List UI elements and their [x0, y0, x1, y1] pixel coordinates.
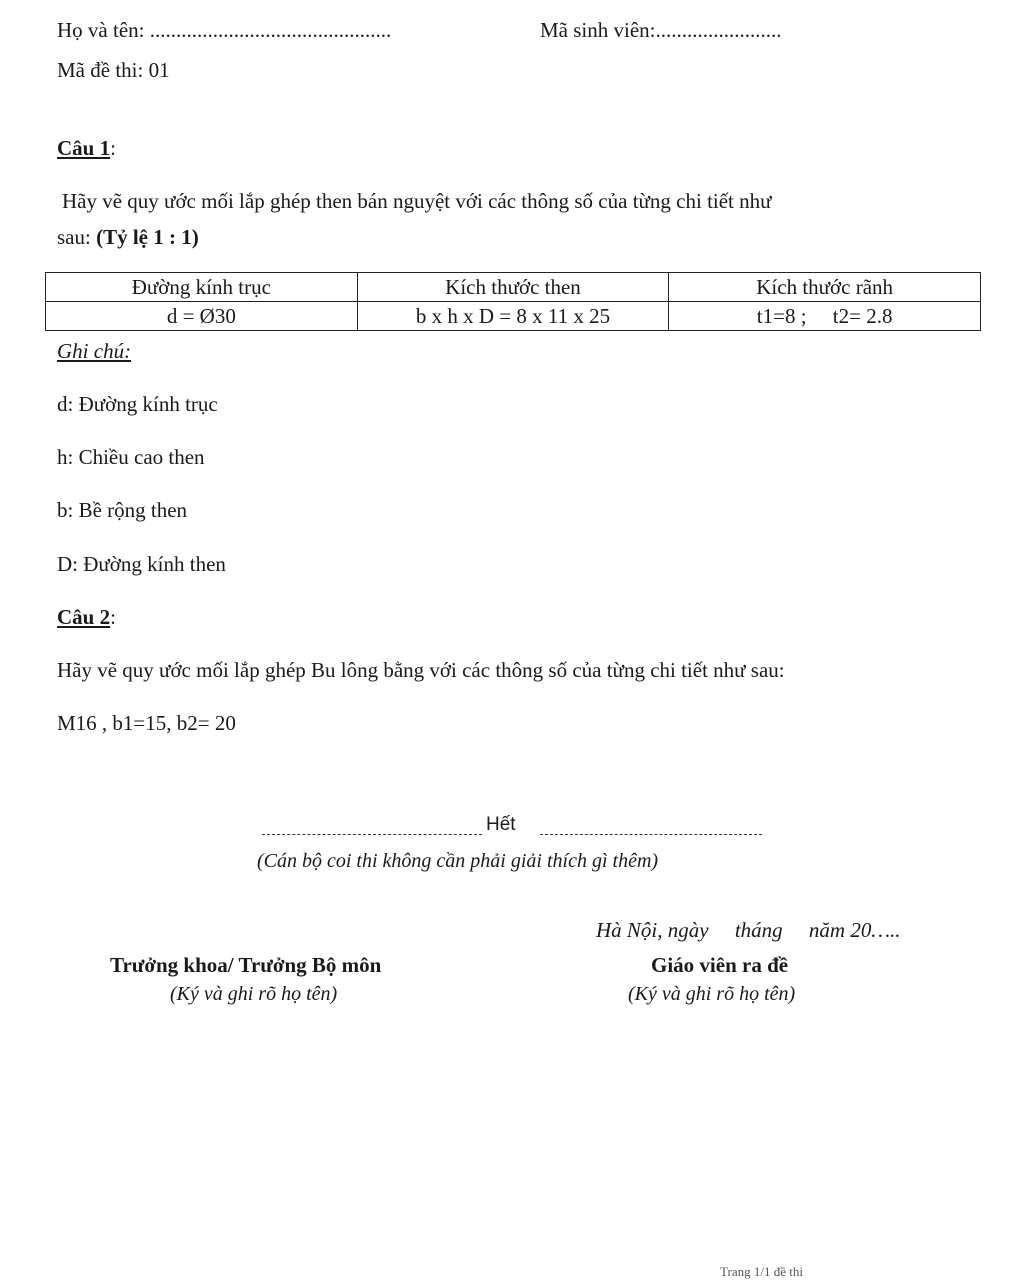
left-signature-title: Trưởng khoa/ Trưởng Bộ môn — [110, 953, 382, 977]
table-cell: b x h x D = 8 x 11 x 25 — [357, 302, 669, 331]
page-footer: Trang 1/1 đề thi — [720, 1264, 803, 1279]
note-item: h: Chiều cao then — [57, 445, 205, 469]
note-item: d: Đường kính trục — [57, 392, 218, 416]
table-row — [46, 302, 981, 331]
table-header-row — [46, 273, 981, 302]
table-cell: d = Ø30 — [46, 302, 358, 331]
table-header-cell: Đường kính trục — [46, 273, 358, 302]
question-1-colon: : — [110, 136, 116, 160]
end-divider-right — [540, 834, 762, 835]
question-1-heading — [57, 136, 116, 161]
end-word: Hết — [486, 814, 516, 835]
exam-code: Mã đề thi: 01 — [57, 58, 170, 82]
scale-label: (Tỷ lệ 1 : 1) — [96, 225, 199, 249]
question-2-heading — [57, 605, 116, 630]
note-item: D: Đường kính then — [57, 552, 226, 576]
question-1-text-line2 — [57, 225, 199, 250]
left-signature-subtitle: (Ký và ghi rõ họ tên) — [170, 983, 338, 1005]
table-header-cell: Kích thước rãnh — [669, 273, 981, 302]
note-item: b: Bề rộng then — [57, 498, 188, 522]
spec-table — [45, 272, 981, 331]
question-2-params: M16 , b1=15, b2= 20 — [57, 711, 236, 735]
table-cell: t1=8 ; t2= 2.8 — [669, 302, 981, 331]
end-note: (Cán bộ coi thi không cần phải giải thích gì thêm) — [257, 850, 659, 872]
place-date: Hà Nội, ngày tháng năm 20….. — [596, 918, 901, 942]
student-name-field: Họ và tên: .............................................. — [57, 18, 392, 42]
question-2-colon: : — [110, 605, 116, 629]
question-2-text: Hãy vẽ quy ước mối lắp ghép Bu lông bằng với các thông số của từng chi tiết như sau: — [57, 658, 785, 682]
question-1-text-line1: Hãy vẽ quy ước mối lắp ghép then bán nguyệt với các thông số của từng chi tiết như — [62, 189, 772, 213]
question-2-label: Câu 2 — [57, 605, 111, 629]
note-heading: Ghi chú: — [57, 339, 132, 363]
table-header-cell: Kích thước then — [357, 273, 669, 302]
student-id-field: Mã sinh viên:........................ — [540, 18, 782, 42]
right-signature-subtitle: (Ký và ghi rõ họ tên) — [628, 983, 796, 1005]
question-1-label: Câu 1 — [57, 136, 111, 160]
right-signature-title: Giáo viên ra đề — [651, 953, 789, 977]
question-1-text-prefix: sau: — [57, 225, 97, 249]
end-divider-left — [262, 834, 482, 835]
